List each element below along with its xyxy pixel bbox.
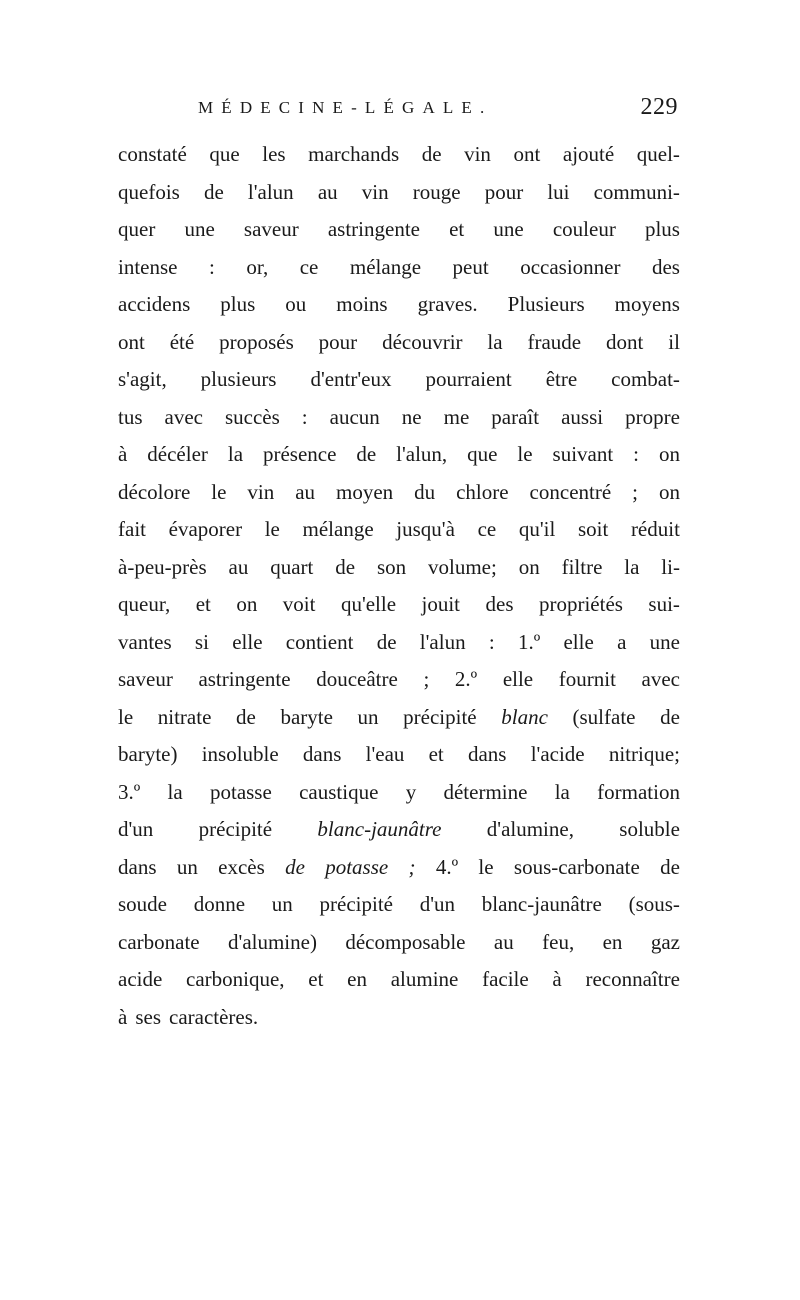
word: le — [118, 704, 134, 729]
text-line — [118, 249, 680, 287]
word: on — [658, 442, 680, 466]
word: la — [554, 779, 570, 804]
word: une — [649, 629, 680, 654]
word: dans — [467, 742, 507, 766]
text-line — [118, 924, 680, 962]
word: elle — [232, 629, 263, 654]
word: plusieurs — [200, 367, 277, 391]
word: contient — [285, 629, 354, 654]
word: baryte — [280, 704, 333, 729]
word: au — [295, 479, 316, 504]
word: plus — [644, 217, 680, 241]
word: qu'il — [518, 517, 556, 541]
word: reconnaître — [585, 967, 680, 991]
word: gaz — [650, 929, 680, 954]
word: l'acide — [530, 742, 585, 766]
word: un — [271, 892, 293, 916]
text-line — [118, 286, 680, 324]
word: carbonate — [118, 929, 200, 954]
word: : — [208, 254, 215, 279]
text-line — [118, 961, 680, 999]
word: baryte) — [118, 742, 178, 766]
word: de — [285, 854, 305, 879]
word: de — [376, 629, 397, 654]
word: ce — [299, 254, 319, 279]
word: sous-carbonate — [513, 854, 640, 879]
word: ses — [135, 1004, 161, 1029]
word: excès — [218, 854, 265, 879]
word: fraude — [527, 329, 582, 354]
text-line — [118, 886, 680, 924]
word: proposés — [219, 329, 294, 354]
text-line — [118, 474, 680, 512]
word: quefois — [118, 179, 180, 204]
word: 2.º — [454, 667, 478, 691]
word: avec — [164, 404, 203, 429]
word: et — [308, 967, 324, 991]
word: nitrique; — [608, 742, 680, 766]
word: facile — [482, 967, 529, 991]
word: alumine — [390, 967, 459, 991]
word: 4.º — [435, 854, 459, 879]
word: d'alumine) — [228, 929, 317, 954]
word: (sulfate — [572, 704, 636, 729]
word: carbonique, — [186, 967, 285, 991]
word: peut — [452, 254, 489, 279]
word: d'entr'eux — [310, 367, 392, 391]
word: jouit — [421, 592, 461, 616]
word: combat- — [611, 367, 680, 391]
word: feu, — [542, 929, 575, 954]
word: les — [262, 142, 286, 166]
word: le — [211, 479, 227, 504]
word: astringente — [327, 217, 420, 241]
text-line — [118, 324, 680, 362]
word: caustique — [299, 779, 379, 804]
word: 1.º — [517, 629, 541, 654]
word: ont — [513, 142, 541, 166]
word: blanc — [501, 704, 548, 729]
word: en — [347, 967, 367, 991]
word: succès — [224, 404, 280, 429]
word: vin — [361, 179, 389, 204]
word: occasionner — [520, 254, 621, 279]
word: s'agit, — [118, 367, 167, 391]
word: de — [421, 142, 442, 166]
word: avec — [641, 667, 680, 691]
text-line — [118, 999, 680, 1037]
word: ont — [118, 329, 145, 354]
word: voit — [282, 592, 316, 616]
word: décéler — [147, 442, 208, 466]
word: au — [317, 179, 338, 204]
word: de — [236, 704, 256, 729]
word: pour — [318, 329, 358, 354]
word: la — [227, 442, 244, 466]
word: tus — [118, 404, 143, 429]
word: au — [493, 929, 514, 954]
word: l'alun — [247, 179, 294, 204]
word: si — [194, 629, 209, 654]
word: filtre — [561, 554, 603, 579]
text-line — [118, 811, 680, 849]
word: saveur — [118, 667, 173, 691]
word: détermine — [443, 779, 528, 804]
word: ; — [423, 667, 430, 691]
word: au — [228, 554, 249, 579]
word: quel- — [636, 142, 680, 166]
word: dont — [606, 329, 644, 354]
text-line — [118, 211, 680, 249]
word: ce — [477, 517, 497, 541]
running-head — [198, 92, 678, 132]
word: le — [478, 854, 494, 879]
word: pourraient — [425, 367, 512, 391]
text-line — [118, 511, 680, 549]
word: vantes — [118, 629, 172, 654]
text-line — [118, 624, 680, 662]
word: : — [301, 404, 308, 429]
word: de — [660, 704, 680, 729]
word: intense — [118, 254, 178, 279]
word: la — [624, 554, 640, 579]
text-line — [118, 436, 680, 474]
word: paraît — [491, 404, 540, 429]
word: dans — [302, 742, 342, 766]
word: or, — [246, 254, 269, 279]
word: évaporer — [168, 517, 243, 541]
word: potasse — [209, 779, 272, 804]
word: et — [428, 742, 444, 766]
word: donne — [193, 892, 246, 916]
word: à — [118, 1004, 128, 1029]
word: on — [236, 592, 258, 616]
word: l'alun — [419, 629, 466, 654]
word: 3.º — [118, 779, 141, 804]
word: à — [552, 967, 562, 991]
word: que — [209, 142, 240, 166]
word: ajouté — [562, 142, 615, 166]
word: potasse — [325, 854, 389, 879]
word: pour — [484, 179, 524, 204]
word: propre — [625, 404, 680, 429]
word: d'alumine, — [486, 817, 574, 841]
text-line — [118, 361, 680, 399]
word: à-peu-près — [118, 554, 207, 579]
word: des — [485, 592, 514, 616]
text-line — [118, 849, 680, 887]
word: fait — [118, 517, 146, 541]
word: et — [449, 217, 465, 241]
word: blanc-jaunâtre — [481, 892, 602, 916]
word: moyen — [336, 479, 394, 504]
word: moyens — [614, 292, 680, 316]
word: quer — [118, 217, 156, 241]
word: de — [660, 854, 680, 879]
text-line — [118, 399, 680, 437]
word: en — [602, 929, 623, 954]
text-line — [118, 136, 680, 174]
word: jusqu'à — [396, 517, 455, 541]
word: précipité — [403, 704, 477, 729]
word: me — [443, 404, 470, 429]
word: graves. — [417, 292, 478, 316]
running-title: MÉDECINE-LÉGALE. — [198, 98, 493, 117]
word: présence — [262, 442, 337, 466]
word: (sous- — [628, 892, 680, 916]
word: y — [405, 779, 417, 804]
word: aussi — [561, 404, 604, 429]
word: d'un — [419, 892, 456, 916]
word: chlore — [456, 479, 509, 504]
word: du — [414, 479, 436, 504]
word: un — [176, 854, 198, 879]
text-line — [118, 774, 680, 812]
word: réduit — [630, 517, 680, 541]
word: d'un — [118, 817, 154, 841]
word: de — [356, 442, 377, 466]
word: moins — [336, 292, 388, 316]
word: mélange — [302, 517, 374, 541]
word: de — [335, 554, 356, 579]
word: marchands — [308, 142, 400, 166]
word: la — [487, 329, 503, 354]
word: nitrate — [157, 704, 212, 729]
word: été — [169, 329, 195, 354]
word: sui- — [648, 592, 680, 616]
word: : — [488, 629, 495, 654]
word: elle — [502, 667, 534, 691]
word: décolore — [118, 479, 191, 504]
word: ; — [408, 854, 416, 879]
word: de — [203, 179, 224, 204]
word: couleur — [552, 217, 616, 241]
word: Plusieurs — [507, 292, 585, 316]
word: suivant — [552, 442, 614, 466]
word: constaté — [118, 142, 187, 166]
word: a — [617, 629, 627, 654]
word: propriétés — [538, 592, 623, 616]
word: vin — [464, 142, 491, 166]
word: saveur — [243, 217, 299, 241]
word: blanc-jaunâtre — [317, 817, 442, 841]
word: douceâtre — [316, 667, 398, 691]
text-line — [118, 586, 680, 624]
word: précipité — [198, 817, 273, 841]
word: être — [545, 367, 578, 391]
word: formation — [597, 779, 680, 804]
text-line — [118, 174, 680, 212]
page-number: 229 — [640, 94, 678, 120]
word: acide — [118, 967, 163, 991]
word: queur, — [118, 592, 171, 616]
text-line — [118, 699, 680, 737]
word: : — [633, 442, 639, 466]
word: un — [357, 704, 379, 729]
word: rouge — [412, 179, 461, 204]
word: elle — [563, 629, 594, 654]
word: on — [658, 479, 680, 504]
word: à — [118, 442, 128, 466]
word: li- — [661, 554, 680, 579]
word: une — [493, 217, 524, 241]
word: son — [376, 554, 407, 579]
word: il — [668, 329, 680, 354]
word: l'alun, — [396, 442, 448, 466]
word: insoluble — [201, 742, 279, 766]
word: astringente — [198, 667, 291, 691]
word: soluble — [619, 817, 680, 841]
word: le — [264, 517, 280, 541]
word: et — [195, 592, 211, 616]
word: décomposable — [345, 929, 466, 954]
text-line — [118, 661, 680, 699]
word: précipité — [319, 892, 393, 916]
word: mélange — [349, 254, 422, 279]
word: le — [517, 442, 533, 466]
word: communi- — [593, 179, 680, 204]
word: on — [518, 554, 540, 579]
word: volume; — [428, 554, 497, 579]
word: vin — [247, 479, 275, 504]
text-line — [118, 549, 680, 587]
word: soit — [577, 517, 609, 541]
word: plus — [220, 292, 256, 316]
word: quart — [270, 554, 314, 579]
word: ; — [632, 479, 638, 504]
word: l'eau — [365, 742, 405, 766]
word: des — [651, 254, 680, 279]
word: concentré — [529, 479, 612, 504]
word: dans — [118, 854, 157, 879]
word: ne — [401, 404, 422, 429]
word: aucun — [329, 404, 380, 429]
word: découvrir — [382, 329, 463, 354]
word: que — [467, 442, 498, 466]
word: la — [167, 779, 183, 804]
body-text — [118, 136, 680, 1036]
word: une — [184, 217, 215, 241]
word: caractères. — [169, 1004, 259, 1029]
word: lui — [547, 179, 570, 204]
word: accidens — [118, 292, 191, 316]
word: fournit — [558, 667, 616, 691]
word: soude — [118, 892, 167, 916]
word: qu'elle — [340, 592, 397, 616]
text-line — [118, 736, 680, 774]
word: ou — [285, 292, 307, 316]
